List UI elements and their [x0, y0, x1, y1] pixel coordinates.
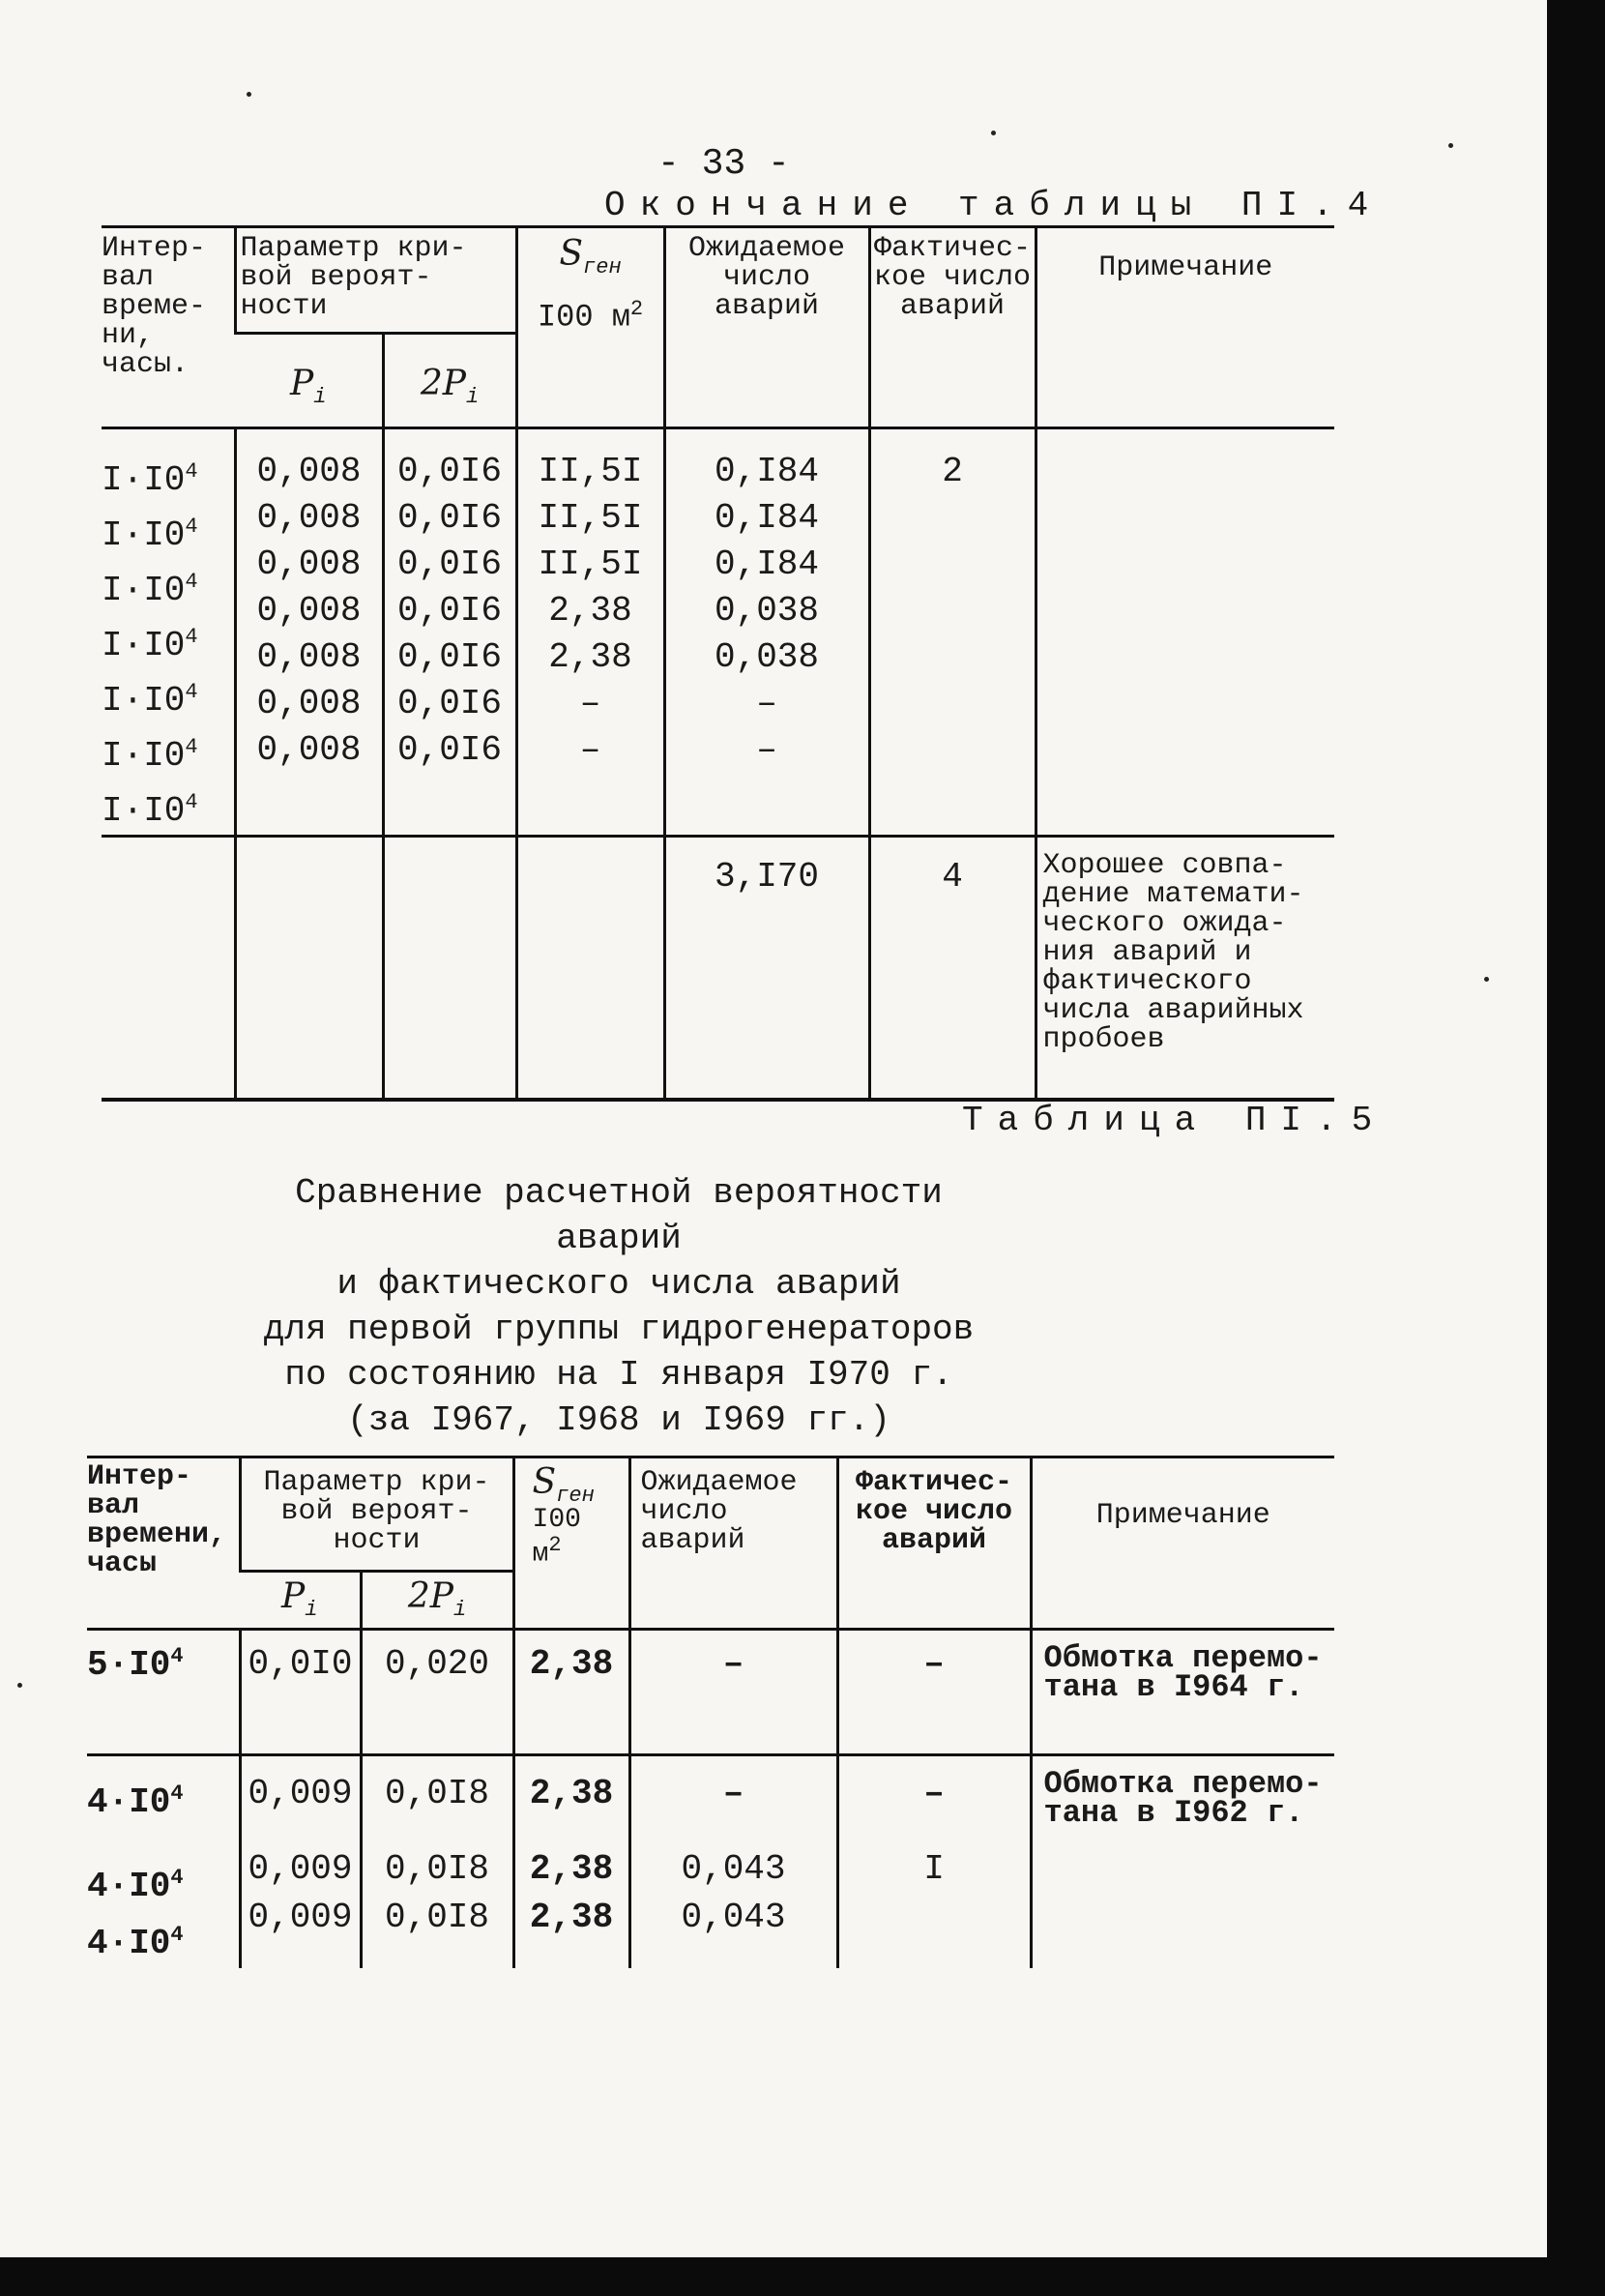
header-param: Параметр кри- вой вероят- ности: [235, 227, 516, 334]
table-row-p: 0,0I0: [240, 1630, 361, 1755]
scan-speck: [17, 1683, 22, 1688]
total-s-gen: [516, 837, 664, 1100]
header-param: Параметр кри- вой вероят- ности: [240, 1457, 513, 1572]
cell-interval: $I\cdot I0^4$: [102, 570, 198, 610]
table-row-expected: –: [629, 1630, 837, 1755]
table1-heading: Окончание таблицы ПI.4: [604, 186, 1384, 225]
header-2p: $2P_i$: [361, 1572, 513, 1630]
header-note: Примечание: [1036, 227, 1334, 428]
table2-label: Таблица ПI.5: [962, 1101, 1387, 1140]
scan-speck: [1484, 977, 1489, 982]
cell-interval: $I\cdot I0^4$: [102, 790, 198, 831]
table-rows-2p: 0,0I8 0,0I8 0,0I8: [361, 1755, 513, 1969]
header-p: $P_i$: [290, 364, 327, 409]
column-actual: 2: [869, 428, 1036, 837]
table-rows-note: Обмотка перемо- тана в I962 г.: [1031, 1755, 1334, 1969]
header-p: $P_i$: [281, 1576, 318, 1622]
header-2p: $2P_i$: [383, 334, 516, 428]
table-row-note: Обмотка перемо- тана в I964 г.: [1031, 1630, 1334, 1755]
header-interval: Интер- вал време- ни, часы.: [102, 227, 235, 428]
header-s-gen: $S_{ген}$ I00 $м^2$: [516, 227, 664, 428]
scan-speck: [991, 131, 996, 135]
header-actual: Фактичес- кое число аварий: [869, 227, 1036, 428]
scan-speck: [247, 92, 251, 97]
column-note: [1036, 428, 1334, 837]
column-interval: [102, 428, 235, 837]
table-rows-s: 2,38 2,38 2,38: [513, 1755, 629, 1969]
cell-interval: $I\cdot I0^4$: [102, 735, 198, 776]
header-note: Примечание: [1031, 1457, 1334, 1630]
header-s-gen: $S_{ген}$ I00 $м^2$: [513, 1457, 629, 1630]
table-rows-interval: $4\cdot I0^4$ $4\cdot I0^4$ $4\cdot I0^4$: [87, 1755, 240, 1969]
table-row-s: 2,38: [513, 1630, 629, 1755]
column-p: 0,008 0,008 0,008 0,008 0,008 0,008 0,008: [235, 428, 383, 837]
table-rows-p: 0,009 0,009 0,009: [240, 1755, 361, 1969]
header-expected: Ожидаемое число аварий: [629, 1457, 837, 1630]
cell-interval: $I\cdot I0^4$: [102, 625, 198, 665]
table-1: [102, 225, 1334, 1102]
table-row-actual: –: [837, 1630, 1031, 1755]
column-expected: 0,I84 0,I84 0,I84 0,038 0,038 – –: [664, 428, 869, 837]
total-actual: 4: [869, 837, 1036, 1100]
table-rows-actual: – I: [837, 1755, 1031, 1969]
total-expected: 3,I70: [664, 837, 869, 1100]
table2-caption: Сравнение расчетной вероятности аварий и фактического числа аварий для первой группы гидрогенераторов по состоянию на I января I970 г. (за I967, I968 и I969 гг.): [263, 1173, 975, 1440]
column-s-gen: II,5I II,5I II,5I 2,38 2,38 – –: [516, 428, 664, 837]
cell-interval: $I\cdot I0^4$: [102, 680, 198, 721]
page-number: - 33 -: [657, 143, 790, 185]
header-interval: Интер- вал времени, часы: [87, 1457, 240, 1630]
header-actual: Фактичес- кое число аварий: [837, 1457, 1031, 1630]
cell-interval: $I\cdot I0^4$: [102, 515, 198, 555]
table-2: [87, 1456, 1334, 1968]
cell-interval: $I\cdot I0^4$: [102, 459, 198, 500]
total-note: Хорошее совпа- дение математи- ческого ожида- ния аварий и фактического числа аварийных пробоев: [1036, 837, 1334, 1100]
column-2p: 0,0I6 0,0I6 0,0I6 0,0I6 0,0I6 0,0I6 0,0I6: [383, 428, 516, 837]
scan-edge-bottom: [0, 2257, 1605, 2296]
table-row-interval: $5\cdot I0^4$: [87, 1630, 240, 1755]
scan-speck: [1448, 143, 1453, 148]
total-p: [235, 837, 383, 1100]
header-expected: Ожидаемое число аварий: [664, 227, 869, 428]
total-2p: [383, 837, 516, 1100]
table-row-2p: 0,020: [361, 1630, 513, 1755]
scan-edge-curve: [1508, 1838, 1599, 2296]
table-rows-expected: – 0,043 0,043: [629, 1755, 837, 1969]
total-interval: [102, 837, 235, 1100]
